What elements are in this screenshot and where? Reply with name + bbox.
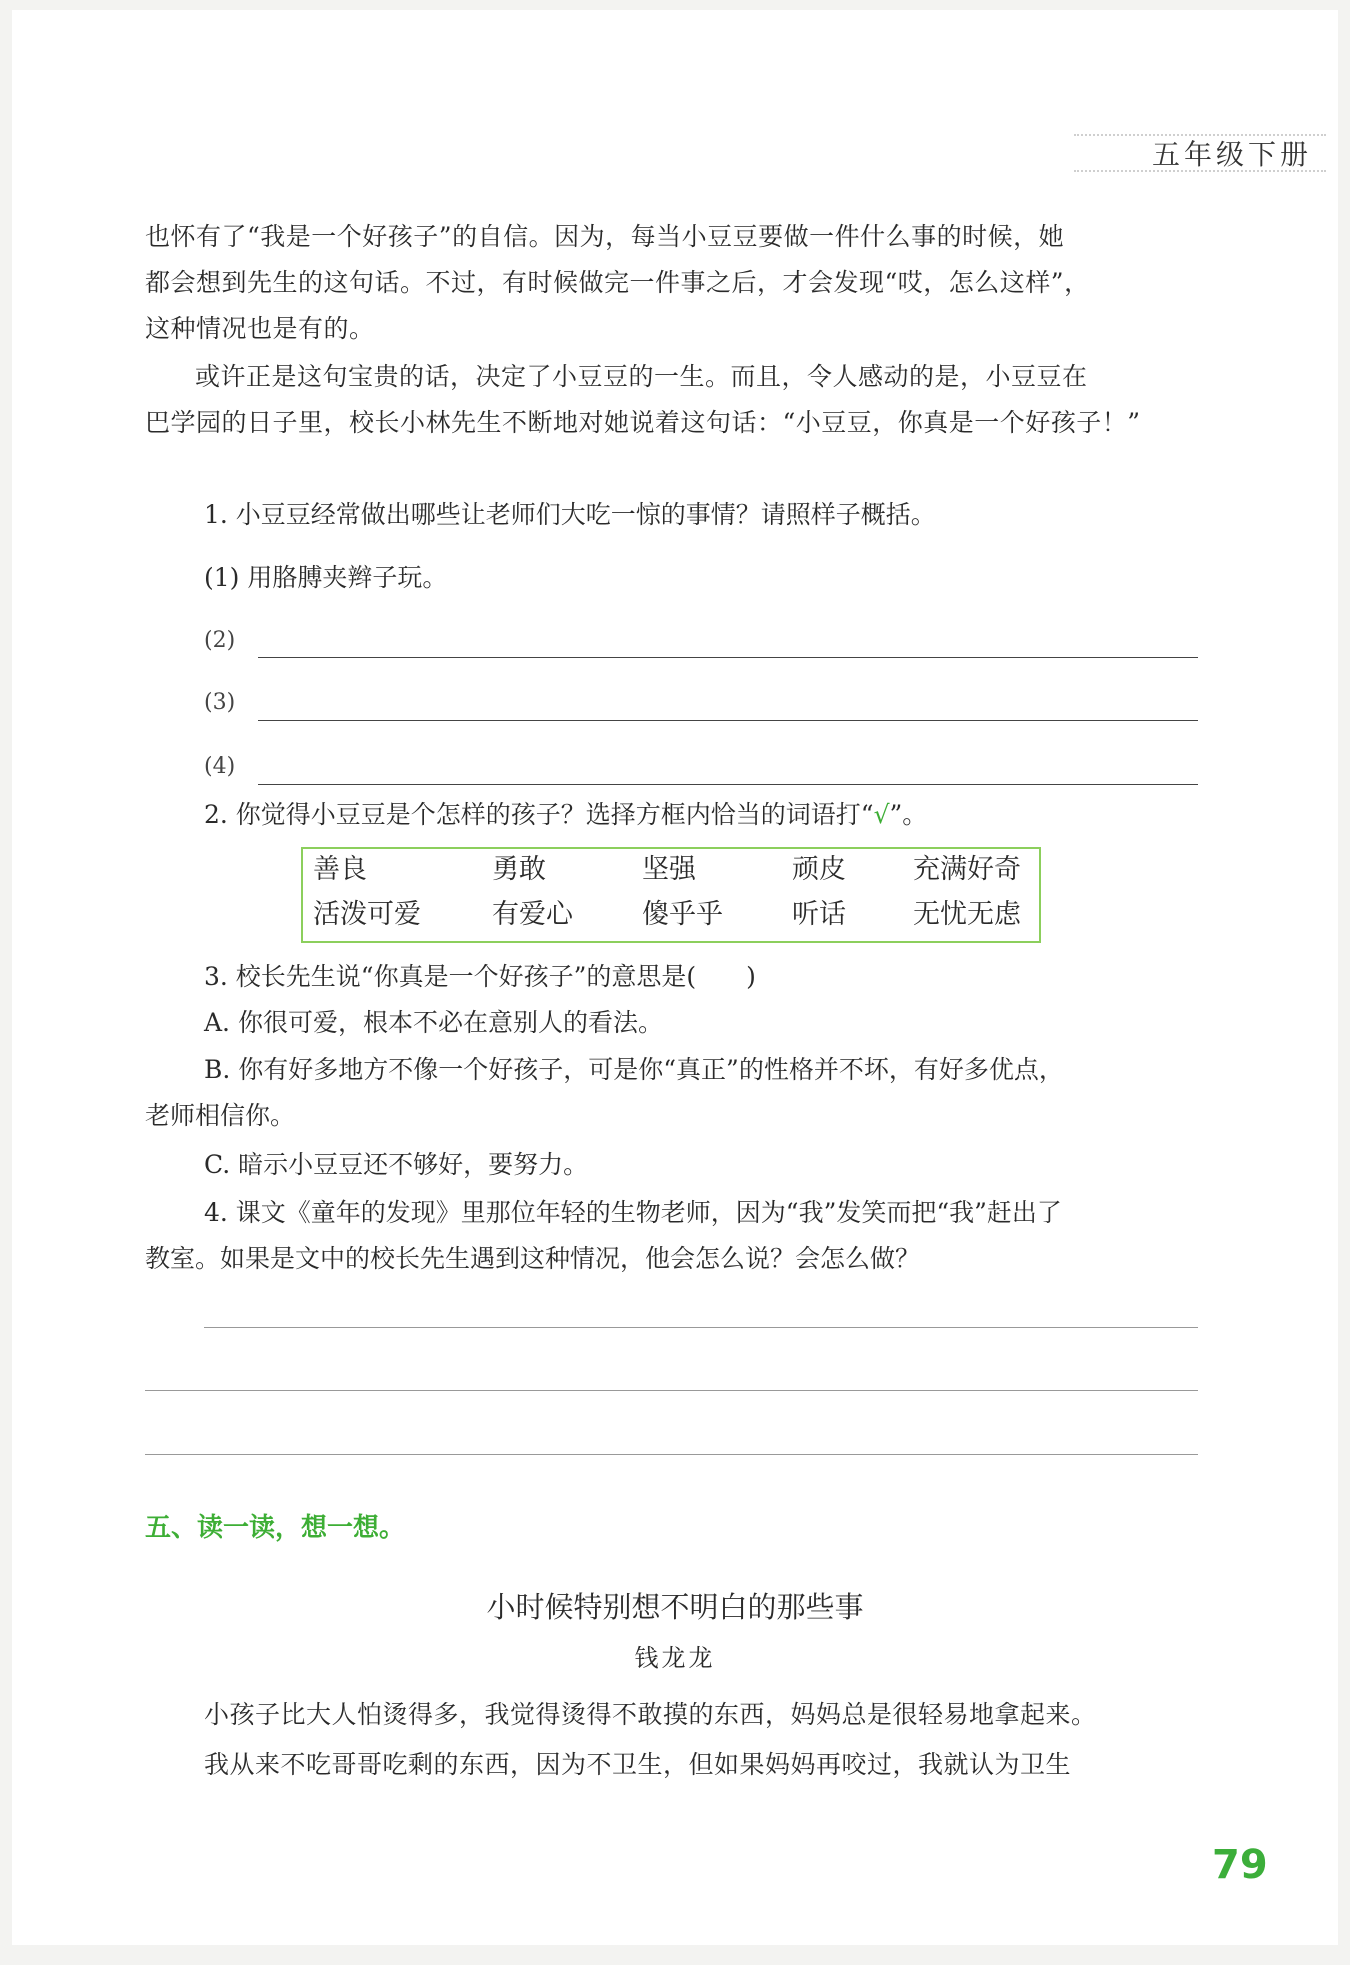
passage-line: 巴学园的日子里，校长小林先生不断地对她说着这句话：“小豆豆，你真是一个好孩子！” [145, 408, 1141, 437]
word-option[interactable]: 无忧无虑 [913, 899, 1021, 930]
page-number: 79 [1212, 1842, 1268, 1888]
option-b[interactable]: B. 你有好多地方不像一个好孩子，可是你“真正”的性格并不坏，有好多优点， [204, 1055, 1064, 1084]
passage-line: 这种情况也是有的。 [145, 314, 375, 343]
workbook-page [12, 10, 1338, 1945]
blank-label: (2) [204, 628, 236, 653]
word-option[interactable]: 充满好奇 [913, 854, 1021, 885]
question-2-prompt [204, 800, 927, 830]
passage-line: 或许正是这句宝贵的话，决定了小豆豆的一生。而且，令人感动的是，小豆豆在 [195, 362, 1088, 391]
check-mark-icon: √ [873, 800, 890, 829]
word-option[interactable]: 勇敢 [492, 854, 546, 885]
question-1-example: (1) 用胳膊夹辫子玩。 [204, 563, 448, 592]
prompt-text: 2. 你觉得小豆豆是个怎样的孩子？选择方框内恰当的词语打“ [204, 800, 874, 829]
word-option[interactable]: 善良 [313, 854, 367, 885]
answer-line[interactable] [145, 1454, 1198, 1455]
question-1-prompt: 1. 小豆豆经常做出哪些让老师们大吃一惊的事情？请照样子概括。 [204, 500, 936, 529]
word-option[interactable]: 听话 [792, 899, 846, 930]
answer-line[interactable] [258, 720, 1198, 721]
article-line: 我从来不吃哥哥吃剩的东西，因为不卫生，但如果妈妈再咬过，我就认为卫生 [204, 1750, 1072, 1779]
question-4-line: 4. 课文《童年的发现》里那位年轻的生物老师，因为“我”发笑而把“我”赶出了 [204, 1198, 1062, 1227]
question-3-prompt: 3. 校长先生说“你真是一个好孩子”的意思是( ) [204, 962, 756, 991]
question-4-line: 教室。如果是文中的校长先生遇到这种情况，他会怎么说？会怎么做？ [145, 1244, 921, 1273]
section-heading: 五、读一读，想一想。 [145, 1513, 406, 1543]
option-a[interactable]: A. 你很可爱，根本不必在意别人的看法。 [204, 1008, 663, 1037]
option-c[interactable]: C. 暗示小豆豆还不够好，要努力。 [204, 1150, 589, 1179]
article-title: 小时候特别想不明白的那些事 [486, 1590, 864, 1624]
passage-line: 都会想到先生的这句话。不过，有时候做完一件事之后，才会发现“哎，怎么这样”， [145, 268, 1090, 297]
grade-label: 五年级下册 [1074, 134, 1326, 172]
answer-line[interactable] [145, 1390, 1198, 1391]
answer-line[interactable] [204, 1327, 1198, 1328]
blank-label: (4) [204, 754, 236, 779]
word-option[interactable]: 傻乎乎 [642, 899, 723, 930]
article-line: 小孩子比大人怕烫得多，我觉得烫得不敢摸的东西，妈妈总是很轻易地拿起来。 [204, 1700, 1097, 1729]
word-option[interactable]: 顽皮 [792, 854, 846, 885]
article-author: 钱龙龙 [634, 1644, 716, 1672]
passage-line: 也怀有了“我是一个好孩子”的自信。因为，每当小豆豆要做一件什么事的时候，她 [145, 222, 1065, 251]
option-b-continued: 老师相信你。 [145, 1101, 296, 1130]
word-option[interactable]: 坚强 [642, 854, 696, 885]
word-option[interactable]: 有爱心 [492, 899, 573, 930]
blank-label: (3) [204, 690, 236, 715]
word-box [301, 847, 1041, 943]
word-option[interactable]: 活泼可爱 [313, 899, 421, 930]
answer-line[interactable] [258, 657, 1198, 658]
prompt-text: ”。 [889, 800, 928, 829]
answer-line[interactable] [258, 784, 1198, 785]
